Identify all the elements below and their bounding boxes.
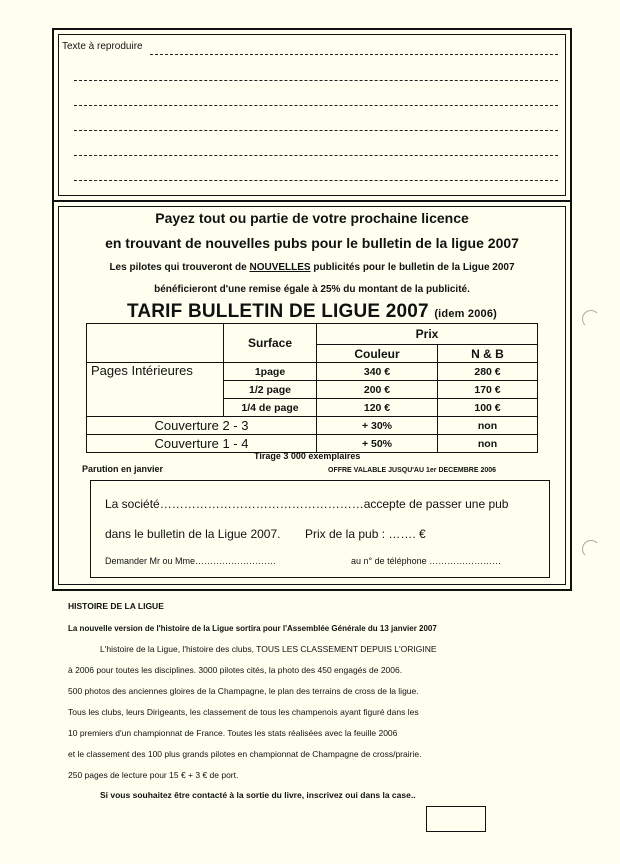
history-line-7: 250 pages de lecture pour 15 € + 3 € de port. [68,770,239,780]
reproduce-line-3[interactable] [74,105,558,106]
cover-label: Couverture 1 - 4 [87,435,317,453]
reproduce-line-4[interactable] [74,130,558,131]
row-couleur: 120 € [317,399,438,417]
reproduce-label: Texte à reproduire [62,41,143,52]
row-couleur: 340 € [317,363,438,381]
tarif-title-note: (idem 2006) [434,308,498,320]
form-telephone[interactable]: au n° de téléphone …………………… [351,556,502,566]
row-surface: 1/2 page [224,381,317,399]
header-nb: N & B [438,345,538,363]
promo-line-3 [54,262,570,273]
promo-line-3-post: publicités pour le bulletin de la Ligue 2007 [310,262,515,273]
header-surface: Surface [224,324,317,363]
form-prix[interactable]: Prix de la pub : ……. € [305,527,426,541]
row-nb: 170 € [438,381,538,399]
history-line-2: à 2006 pour toutes les disciplines. 3000 pilotes cités, la photo des 450 engagés de 2006. [68,665,403,675]
parution-text: Parution en janvier [82,464,164,474]
cover-nb: non [438,435,538,453]
history-heading: HISTOIRE DE LA LIGUE [68,601,164,611]
tarif-box [52,200,572,591]
form-demander[interactable]: Demander Mr ou Mme……………………… [105,556,277,566]
header-couleur: Couleur [317,345,438,363]
tarif-corner [87,324,224,363]
promo-line-3-pre: Les pilotes qui trouveront de [109,262,250,273]
promo-line-1: Payez tout ou partie de votre prochaine licence [155,210,469,226]
offre-text: OFFRE VALABLE JUSQU'AU 1er DECEMBRE 2006 [328,467,497,474]
row-surface: 1/4 de page [224,399,317,417]
order-form [90,480,550,578]
history-line-1: L'histoire de la Ligue, l'histoire des clubs, TOUS LES CLASSEMENT DEPUIS L'ORIGINE [100,644,437,654]
promo-line-3-em: NOUVELLES [249,262,311,273]
reproduce-line-5[interactable] [74,155,558,156]
promo-line-4: bénéficieront d'une remise égale à 25% du montant de la publicité. [154,284,470,295]
contact-checkbox[interactable] [426,806,486,832]
promo-line-2: en trouvant de nouvelles pubs pour le bulletin de la ligue 2007 [105,235,519,251]
reproduce-line-2[interactable] [74,80,558,81]
row-surface: 1page [224,363,317,381]
cover-couleur: + 30% [317,417,438,435]
reproduce-box [52,28,572,202]
cover-couleur: + 50% [317,435,438,453]
tirage-text: Tirage 3 000 exemplaires [254,451,361,461]
binder-hole-top [582,310,600,328]
history-intro: La nouvelle version de l'histoire de la Ligue sortira pour l'Assemblée Générale du 13 janvier 2007 [68,624,437,633]
tarif-table [86,323,538,453]
row-couleur: 200 € [317,381,438,399]
pages-interieures-label: Pages Intérieures [87,363,224,417]
reproduce-inner-border [58,34,566,196]
history-line-3: 500 photos des anciennes gloires de la Champagne, le plan des terrains de cross de la ligue. [68,686,419,696]
history-line-5: 10 premiers d'un championnat de France. Toutes les stats réalisées avec la feuille 2006 [68,728,398,738]
reproduce-line-6[interactable] [74,180,558,181]
row-nb: 100 € [438,399,538,417]
history-line-4: Tous les clubs, leurs Dirigeants, les classement de tous les champenois ayant figuré dans les [68,707,419,717]
binder-hole-bottom [582,540,600,558]
cover-nb: non [438,417,538,435]
form-societe[interactable]: La société……………………………………………accepte de passer une pub [105,497,509,511]
form-bulletin: dans le bulletin de la Ligue 2007. [105,527,281,541]
header-prix: Prix [317,324,538,345]
history-closing: Si vous souhaitez être contacté à la sortie du livre, inscrivez oui dans la case.. [100,790,416,800]
reproduce-line-1[interactable] [150,54,558,55]
tarif-title [54,301,570,323]
row-nb: 280 € [438,363,538,381]
cover-label: Couverture 2 - 3 [87,417,317,435]
history-line-6: et le classement des 100 plus grands pilotes en championnat de Champagne de cross/prairie. [68,749,422,759]
tarif-title-text: TARIF BULLETIN DE LIGUE 2007 [126,301,429,322]
